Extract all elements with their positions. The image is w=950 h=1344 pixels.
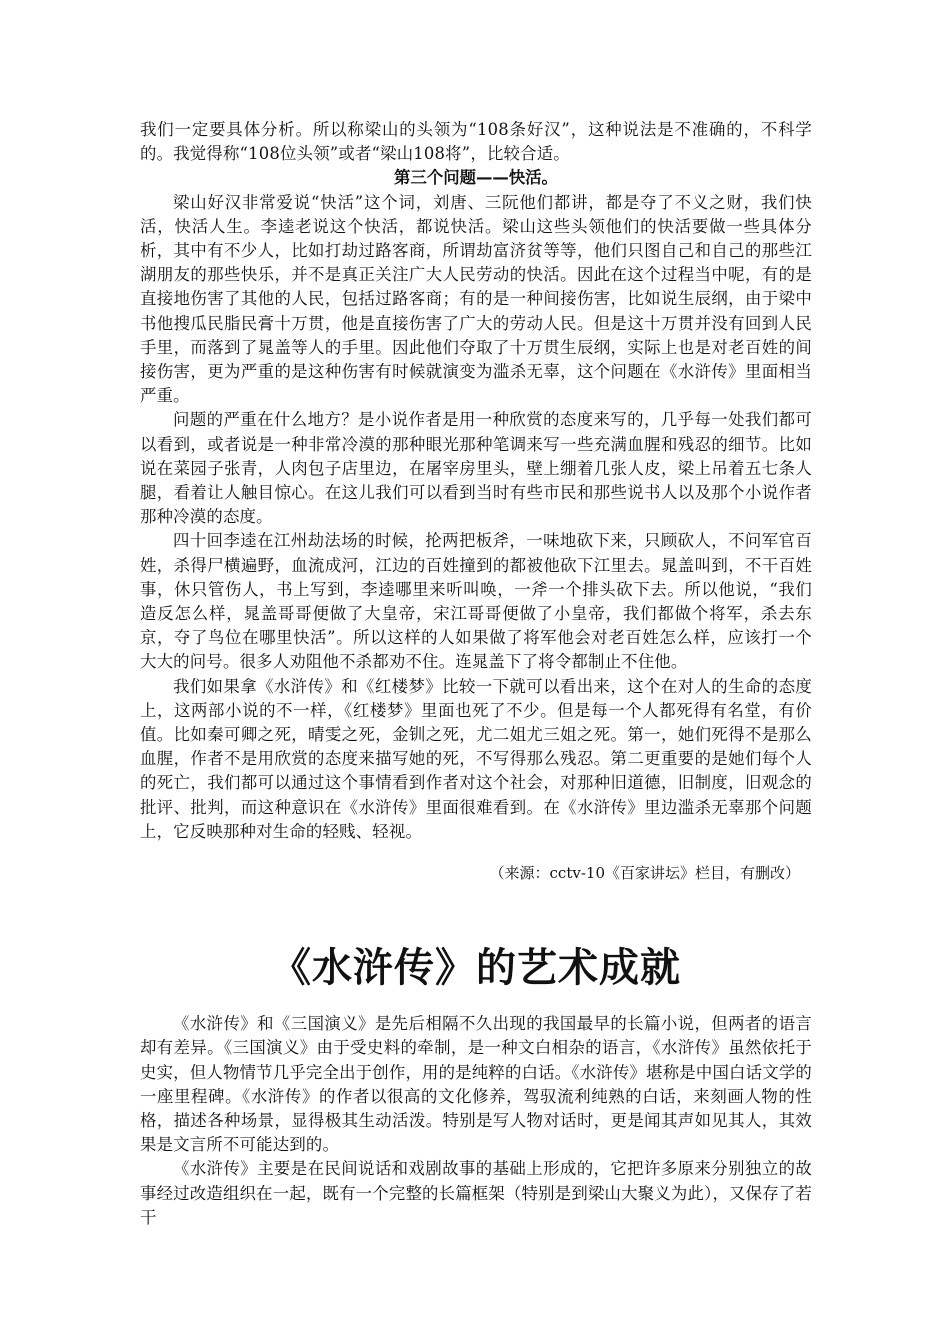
body-paragraph: 我们如果拿《水浒传》和《红楼梦》比较一下就可以看出来，这个在对人的生命的态度上，这两部小说的不一样，《红楼梦》里面也死了不少。但是每一个人都死得有名堂，有价值。比如秦可卿之死，晴雯之死，金钏之死，尤二姐尤三姐之死。第一，她们死得不是那么血腥，作者不是用欣赏的态度来描写她的死，不写得那么残忍。第二更重要的是她们每个人的死亡，我们都可以通过这个事情看到作者对这个社会，对那种旧道德，旧制度，旧观念的批评、批判，而这种意识在《水浒传》里面很难看到。在《水浒传》里边滥杀无辜那个问题上，它反映那种对生命的轻贱、轻视。 — [140, 676, 812, 841]
body-paragraph: 问题的严重在什么地方？是小说作者是用一种欣赏的态度来写的，几乎每一处我们都可以看到，或者说是一种非常冷漠的那种眼光那种笔调来写一些充满血腥和残忍的细节。比如说在菜园子张青，人肉包子店里边，在屠宰房里头，壁上绷着几张人皮，梁上吊着五七条人腿，看着让人触目惊心。在这儿我们可以看到当时有些市民和那些说书人以及那个小说作者那种冷漠的态度。 — [140, 410, 812, 527]
document-page — [140, 118, 812, 1230]
intro-paragraph: 我们一定要具体分析。所以称梁山的头领为“108条好汉”，这种说法是不准确的，不科学的。我觉得称“108位头领”或者“梁山108将”，比较合适。 — [140, 120, 812, 164]
body-paragraph: 《水浒传》主要是在民间说话和戏剧故事的基础上形成的，它把许多原来分别独立的故事经过改造组织在一起，既有一个完整的长篇框架（特别是到梁山大聚义为此），又保存了若干 — [140, 1159, 813, 1227]
source-citation: （来源：cctv-10《百家讲坛》栏目，有删改） — [489, 864, 800, 883]
article-title: 《水浒传》的艺术成就 — [271, 945, 681, 992]
body-paragraph: 四十回李逵在江州劫法场的时候，抡两把板斧，一味地砍下来，只顾砍人，不问军官百姓，杀得尸横遍野，血流成河，江边的百姓撞到的都被他砍下江里去。晁盖叫到，不干百姓事，休只管伤人，书上写到，李逵哪里来听叫唤，一斧一个排头砍下去。所以他说，“我们造反怎么样，晁盖哥哥便做了大皇帝，宋江哥哥便做了小皇帝，我们都做个将军，杀去东京，夺了鸟位在哪里快活”。所以这样的人如果做了将军他会对老百姓怎么样，应该打一个大大的问号。很多人劝阻他不杀都劝不住。连晁盖下了将令都制止不住他。 — [140, 531, 812, 672]
body-paragraph: 《水浒传》和《三国演义》是先后相隔不久出现的我国最早的长篇小说，但两者的语言却有差异。《三国演义》由于受史料的牵制，是一种文白相杂的语言，《水浒传》虽然依托于史实，但人物情节几乎完全出于创作，用的是纯粹的白话。《水浒传》堪称是中国白话文学的一座里程碑。《水浒传》的作者以很高的文化修养，驾驭流利纯熟的白话，来刻画人物的性格，描述各种场景，显得极其生动活泼。特别是写人物对话时，更是闻其声如见其人，其效果是文言所不可能达到的。 — [140, 1014, 813, 1155]
section-heading: 第三个问题——快活。 — [394, 168, 558, 188]
body-paragraph: 梁山好汉非常爱说“快活”这个词，刘唐、三阮他们都讲，都是夺了不义之财，我们快活，快活人生。李逵老说这个快活，都说快活。梁山这些头领他们的快活要做一些具体分析，其中有不少人，比如打劫过路客商，所谓劫富济贫等等，他们只图自己和自己的那些江湖朋友的那些快乐，并不是真正关注广大人民劳动的快活。因此在这个过程当中呢，有的是直接地伤害了其他的人民，包括过路客商；有的是一种间接伤害，比如说生辰纲，由于梁中书他搜瓜民脂民膏十万贯，他是直接伤害了广大的劳动人民。但是这十万贯并没有回到人民手里，而落到了晁盖等人的手里。因此他们夺取了十万贯生辰纲，实际上也是对老百姓的间接伤害，更为严重的是这种伤害有时候就演变为滥杀无辜，这个问题在《水浒传》里面相当严重。 — [140, 192, 812, 406]
